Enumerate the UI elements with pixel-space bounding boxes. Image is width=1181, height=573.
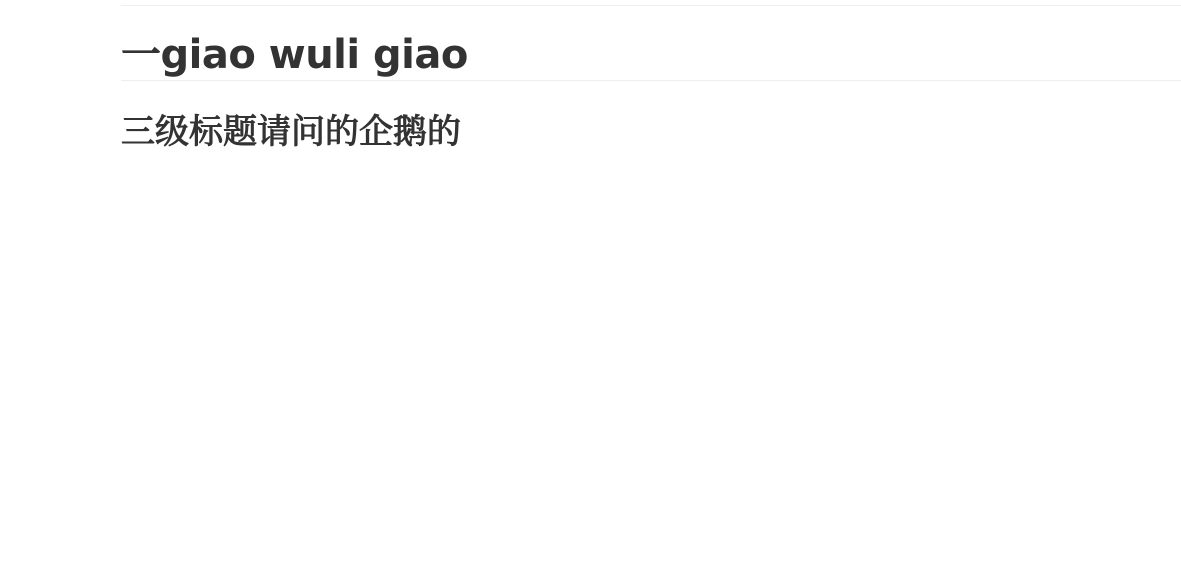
heading-level-2: 一giao wuli giao (121, 32, 468, 78)
top-divider (121, 5, 1181, 6)
heading-underline-divider (121, 80, 1181, 81)
heading-level-3: 三级标题请问的企鹅的 (121, 112, 461, 152)
